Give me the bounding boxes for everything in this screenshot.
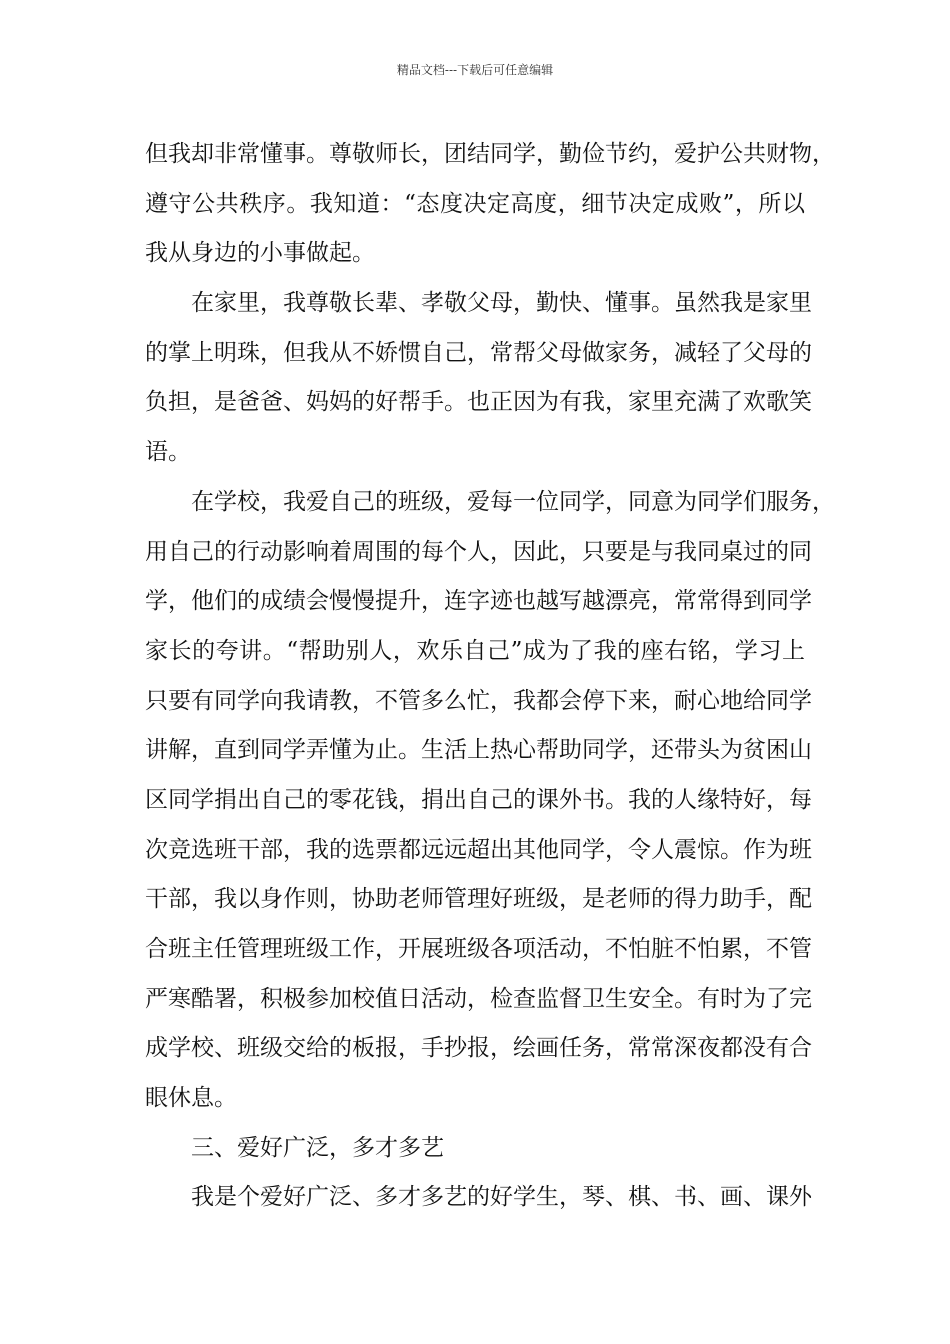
text-line: 讲解，直到同学弄懂为止。生活上热心帮助同学，还带头为贫困山 — [145, 737, 812, 764]
text-line: 用自己的行动影响着周围的每个人，因此，只要是与我同桌过的同 — [145, 538, 812, 565]
page-header: 精品文档---下载后可任意编辑 — [396, 63, 554, 77]
text-line: 只要有同学向我请教，不管多么忙，我都会停下来，耐心地给同学 — [145, 687, 812, 714]
text-line: 在学校，我爱自己的班级，爱每一位同学，同意为同学们服务， — [191, 488, 835, 515]
text-line: 眼休息。 — [145, 1085, 237, 1112]
text-line: 合班主任管理班级工作，开展班级各项活动，不怕脏不怕累，不管 — [145, 936, 812, 962]
text-line: 学，他们的成绩会慢慢提升，连字迹也越写越漂亮，常常得到同学 — [145, 588, 812, 615]
text-line: 我是个爱好广泛、多才多艺的好学生，琴、棋、书、画、课外 — [191, 1184, 812, 1211]
text-line: 负担，是爸爸、妈妈的好帮手。也正因为有我，家里充满了欢歌笑 — [145, 389, 812, 416]
text-line: 成学校、班级交给的板报，手抄报，绘画任务，常常深夜都没有合 — [145, 1035, 812, 1062]
text-line: 次竞选班干部，我的选票都远远超出其他同学，令人震惊。作为班 — [145, 836, 812, 863]
text-line: 干部，我以身作则，协助老师管理好班级，是老师的得力助手，配 — [145, 886, 812, 913]
text-line: 的掌上明珠，但我从不娇惯自己，常帮父母做家务，减轻了父母的 — [145, 339, 812, 366]
text-line: 家长的夸讲。“帮助别人，欢乐自己”成为了我的座右铭，学习上 — [145, 637, 805, 664]
text-line: 严寒酷署，积极参加校值日活动，检查监督卫生安全。有时为了完 — [145, 985, 812, 1012]
text-line: 但我却非常懂事。尊敬师长，团结同学，勤俭节约，爱护公共财物， — [145, 141, 835, 167]
body-text — [145, 130, 835, 1223]
text-line: 在家里，我尊敬长辈、孝敬父母，勤快、懂事。虽然我是家里 — [191, 290, 812, 317]
text-line: 我从身边的小事做起。 — [145, 240, 375, 267]
text-line: 区同学捐出自己的零花钱，捐出自己的课外书。我的人缘特好，每 — [145, 786, 812, 813]
text-line: 三、爱好广泛，多才多艺 — [191, 1134, 444, 1161]
text-line: 语。 — [145, 439, 191, 466]
text-line: 遵守公共秩序。我知道：“态度决定高度，细节决定成败”，所以 — [145, 190, 805, 217]
